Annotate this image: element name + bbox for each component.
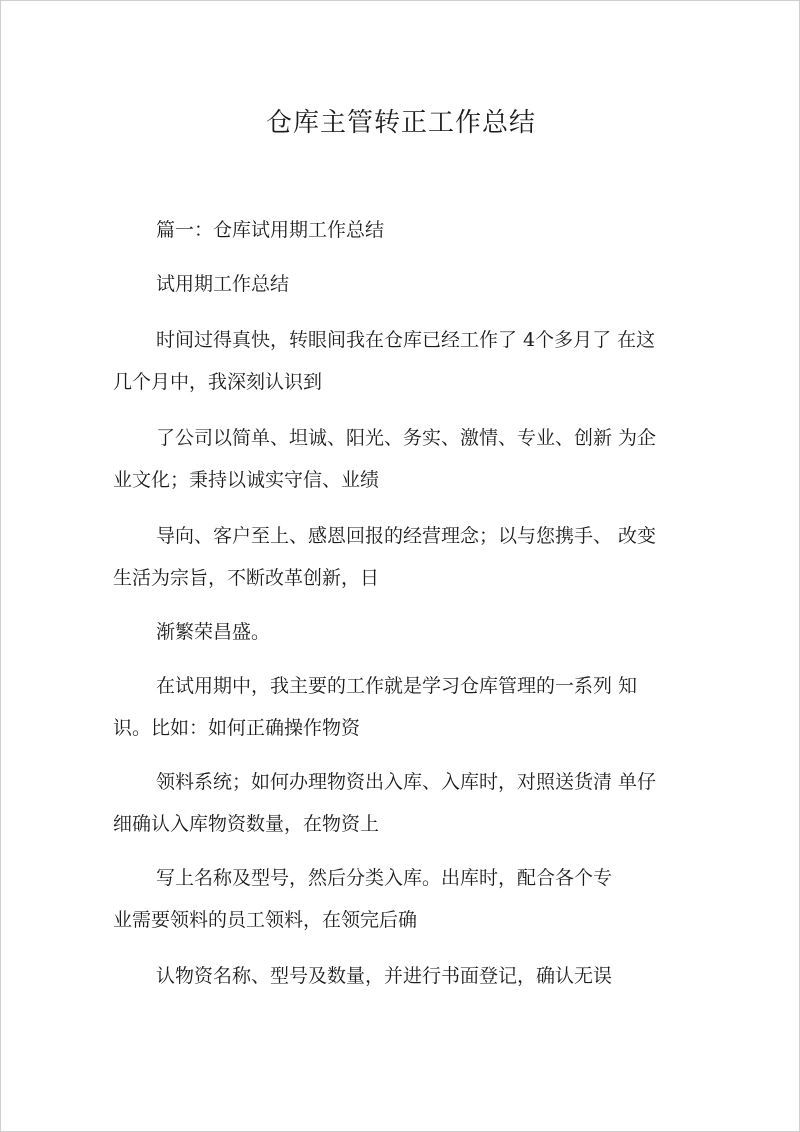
paragraph-line: 业文化；秉持以诚实守信、业绩	[113, 469, 380, 491]
paragraph-line: 时间过得真快，转眼间我在仓库已经工作了 4个多月了 在这	[156, 329, 656, 351]
section-heading: 篇一：仓库试用期工作总结	[156, 219, 385, 241]
paragraph-line: 识。比如：如何正确操作物资	[113, 717, 361, 739]
paragraph-line: 渐繁荣昌盛。	[156, 621, 271, 643]
subheading: 试用期工作总结	[156, 273, 290, 295]
paragraph-line: 认物资名称、型号及数量，并进行书面登记，确认无误	[156, 965, 613, 987]
paragraph-line: 几个月中，我深刻认识到	[113, 371, 323, 393]
paragraph-line: 在试用期中，我主要的工作就是学习仓库管理的一系列 知	[156, 675, 638, 697]
paragraph-line: 写上名称及型号，然后分类入库。出库时，配合各个专	[156, 867, 613, 889]
paragraph-line: 了公司以简单、坦诚、阳光、务实、激情、专业、创新 为企	[156, 427, 657, 449]
paragraph-line: 领料系统；如何办理物资出入库、入库时，对照送货清 单仔	[156, 771, 657, 793]
document-title: 仓库主管转正工作总结	[265, 108, 536, 138]
paragraph-line: 导向、客户至上、感恩回报的经营理念；以与您携手、 改变	[156, 525, 657, 547]
paragraph-line: 生活为宗旨，不断改革创新，日	[113, 567, 380, 589]
paragraph-line: 细确认入库物资数量，在物资上	[113, 813, 380, 835]
paragraph-line: 业需要领料的员工领料，在领完后确	[113, 909, 418, 931]
